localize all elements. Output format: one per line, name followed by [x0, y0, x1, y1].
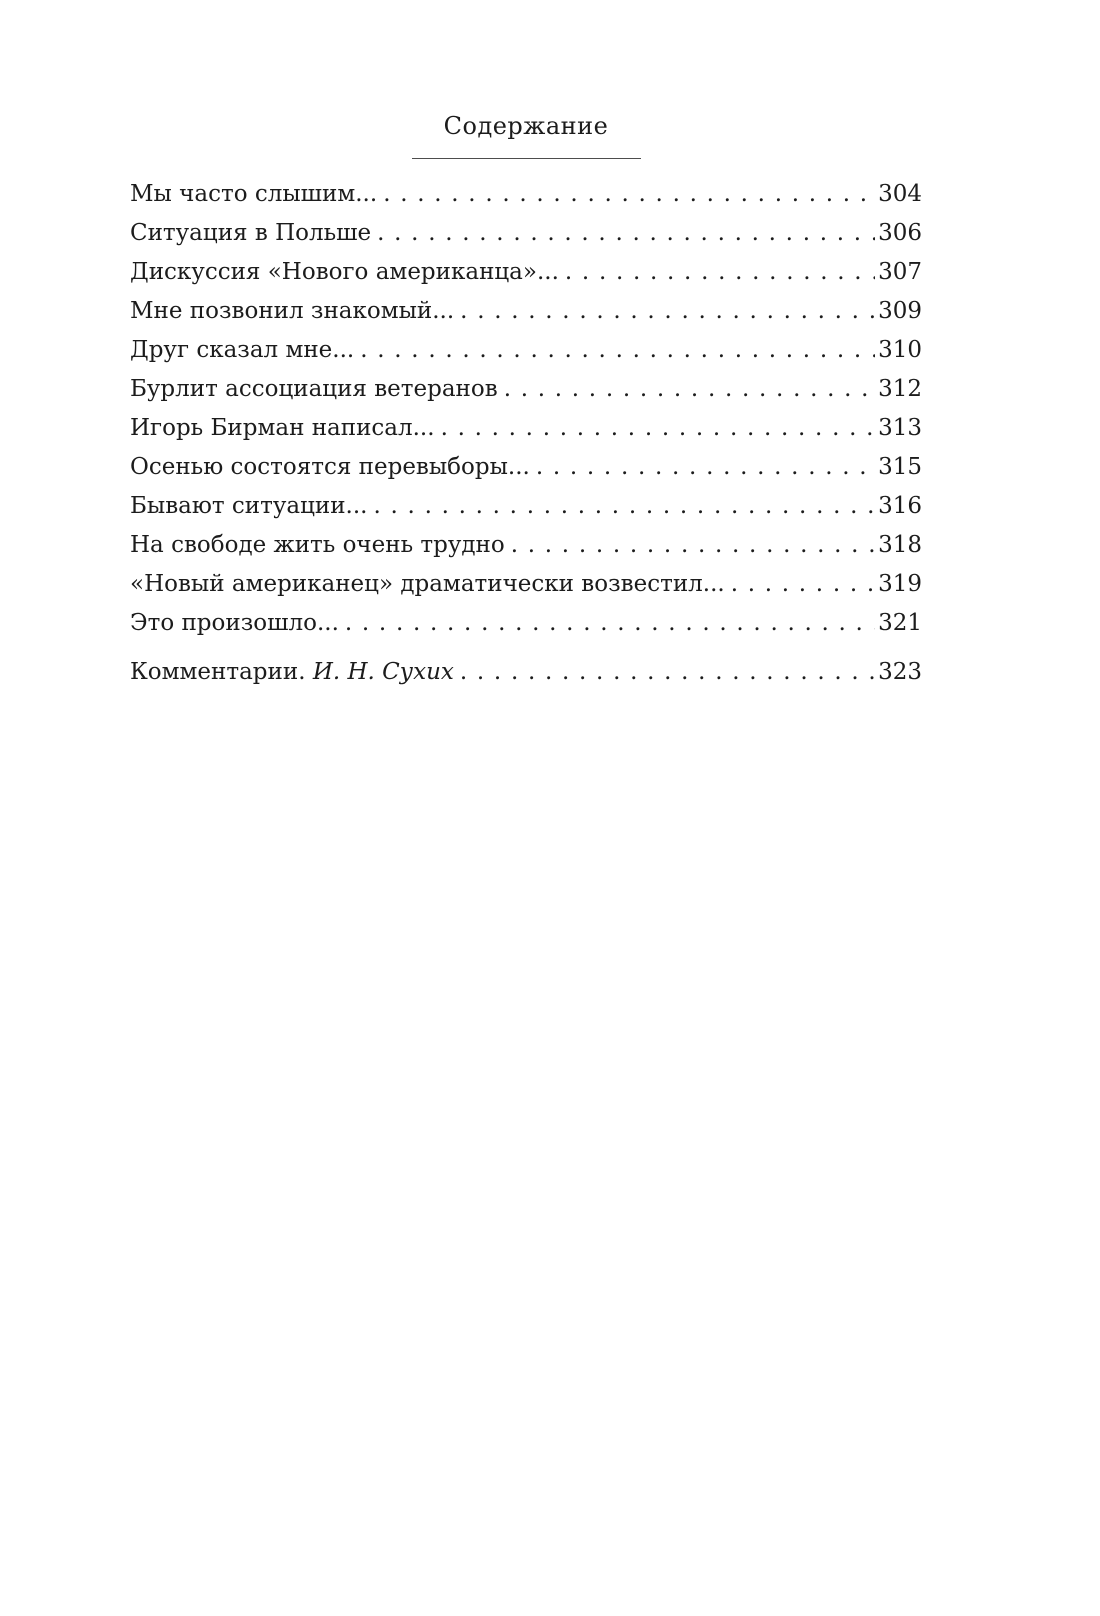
- toc-entry: [130, 214, 922, 253]
- toc-list: [130, 175, 922, 692]
- dot-leader: [374, 487, 876, 526]
- dot-leader: [377, 214, 875, 253]
- toc-entry-label: Мы часто слышим...: [130, 180, 378, 207]
- dot-leader: [441, 409, 876, 448]
- toc-entry: [130, 370, 922, 409]
- toc-entry-page: 315: [878, 453, 922, 480]
- toc-entry-page: 309: [878, 297, 922, 324]
- toc-entry: [130, 409, 922, 448]
- dot-leader: [536, 448, 875, 487]
- toc-entry: [130, 448, 922, 487]
- dot-leader: [345, 604, 875, 643]
- dot-leader: [565, 253, 875, 292]
- toc-entry-label: Это произошло...: [130, 609, 339, 636]
- toc-entry: [130, 487, 922, 526]
- dot-leader: [383, 175, 875, 214]
- toc-entry-commentary: [130, 653, 922, 692]
- toc-entry: [130, 331, 922, 370]
- toc-entry: [130, 253, 922, 292]
- dot-leader: [360, 331, 875, 370]
- dot-leader: [511, 526, 875, 565]
- toc-entry-page: 316: [878, 492, 922, 519]
- toc-entry-label: На свободе жить очень трудно: [130, 531, 505, 558]
- toc-entry: [130, 292, 922, 331]
- toc-entry-page: 319: [878, 570, 922, 597]
- toc-entry: [130, 604, 922, 643]
- title-divider: [412, 158, 641, 159]
- toc-entry-page: 313: [878, 414, 922, 441]
- dot-leader: [460, 292, 875, 331]
- dot-leader: [504, 370, 875, 409]
- toc-entry-label: Бывают ситуации...: [130, 492, 368, 519]
- toc-entry: [130, 175, 922, 214]
- toc-entry-page: 307: [878, 258, 922, 285]
- commentary-author: И. Н. Сухих: [312, 658, 454, 685]
- toc-entry-page: 304: [878, 180, 922, 207]
- page-title: Содержание: [443, 112, 609, 140]
- toc-entry-page: 321: [878, 609, 922, 636]
- toc-entry: [130, 565, 922, 604]
- toc-entry-label: «Новый американец» драматически возвестил...: [130, 570, 725, 597]
- toc-entry-label: Дискуссия «Нового американца»...: [130, 258, 559, 285]
- toc-entry-label: Игорь Бирман написал...: [130, 414, 435, 441]
- toc-entry-label: Бурлит ассоциация ветеранов: [130, 375, 498, 402]
- commentary-label: Комментарии.: [130, 658, 306, 685]
- toc-entry-page: 312: [878, 375, 922, 402]
- toc-entry-page: 323: [878, 658, 922, 685]
- toc-entry-page: 318: [878, 531, 922, 558]
- toc-entry-label: Ситуация в Польше: [130, 219, 372, 246]
- dot-leader: [731, 565, 875, 604]
- toc-entry-page: 306: [878, 219, 922, 246]
- toc-entry-page: 310: [878, 336, 922, 363]
- toc-content: [0, 112, 1100, 692]
- toc-entry-label: Мне позвонил знакомый...: [130, 297, 455, 324]
- toc-entry: [130, 526, 922, 565]
- toc-entry-label: Осенью состоятся перевыборы...: [130, 453, 530, 480]
- dot-leader: [460, 653, 875, 692]
- toc-entry-label: Друг сказал мне...: [130, 336, 355, 363]
- toc-entry-label: [130, 653, 454, 692]
